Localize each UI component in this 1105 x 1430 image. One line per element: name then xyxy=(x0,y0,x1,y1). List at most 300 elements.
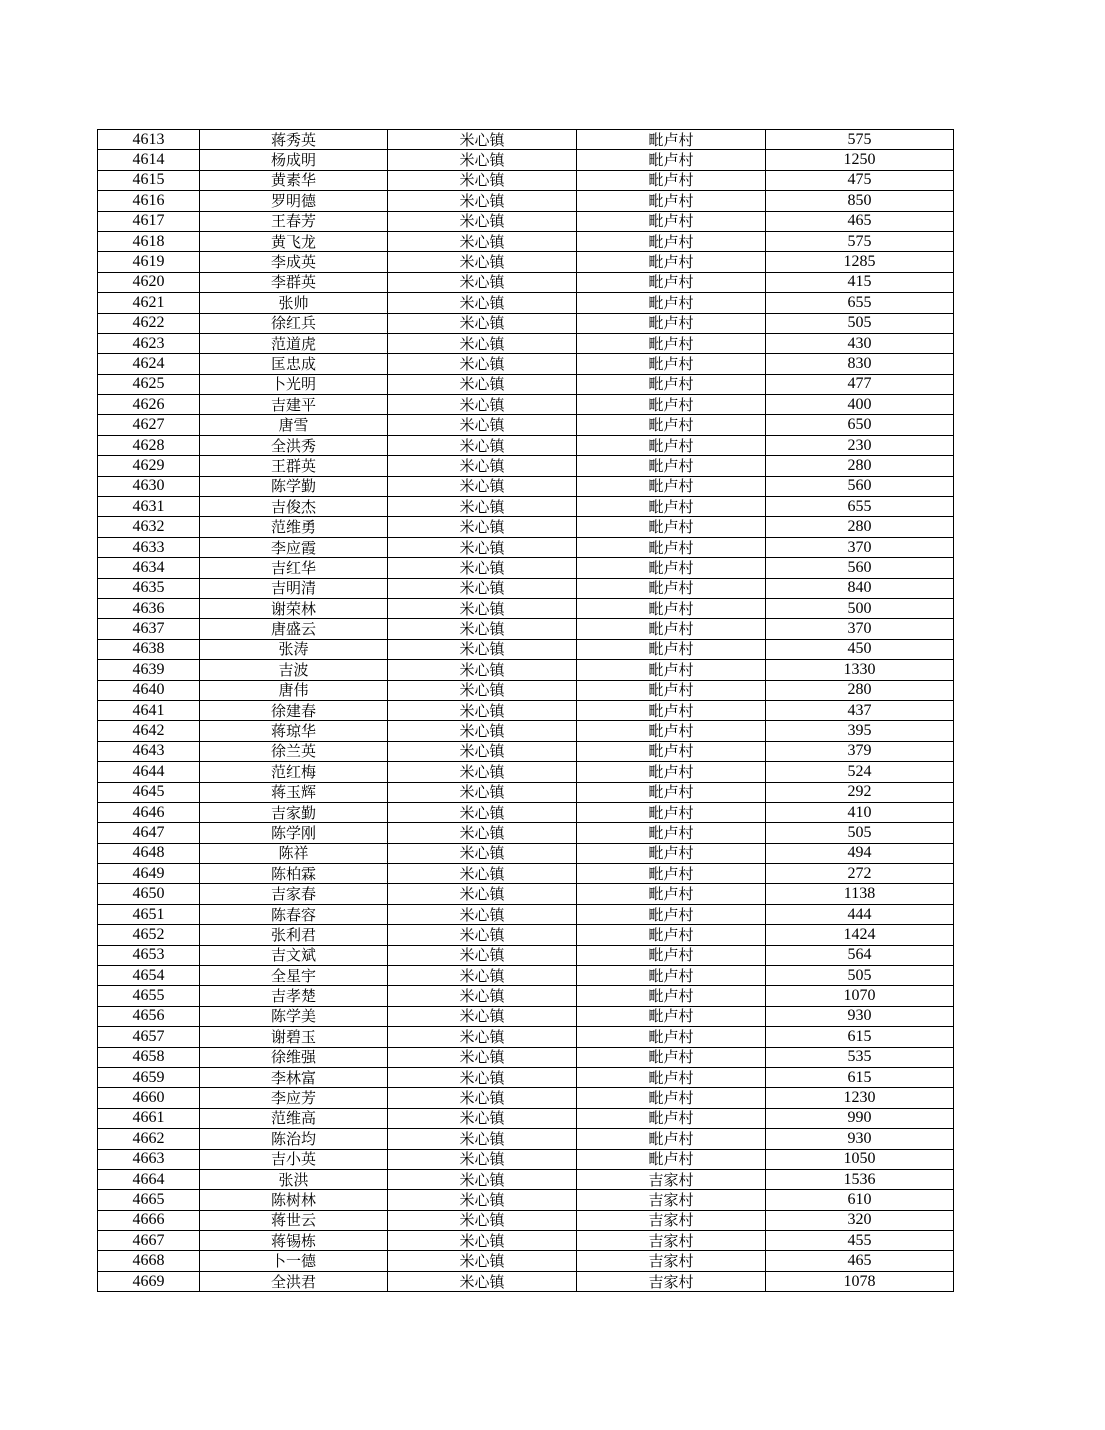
cell-village: 毗卢村 xyxy=(577,823,766,843)
table-row xyxy=(98,1129,954,1149)
cell-id: 4628 xyxy=(98,435,200,455)
cell-id: 4632 xyxy=(98,517,200,537)
cell-id: 4630 xyxy=(98,476,200,496)
table-row xyxy=(98,700,954,720)
cell-id: 4617 xyxy=(98,211,200,231)
cell-name: 吉俊杰 xyxy=(200,497,388,517)
table-row xyxy=(98,966,954,986)
table-row xyxy=(98,721,954,741)
cell-amount: 395 xyxy=(766,721,954,741)
cell-amount: 430 xyxy=(766,333,954,353)
cell-village: 毗卢村 xyxy=(577,374,766,394)
cell-id: 4627 xyxy=(98,415,200,435)
cell-id: 4649 xyxy=(98,864,200,884)
table-row xyxy=(98,945,954,965)
table-row xyxy=(98,456,954,476)
cell-town: 米心镇 xyxy=(388,884,577,904)
cell-id: 4640 xyxy=(98,680,200,700)
cell-amount: 840 xyxy=(766,578,954,598)
cell-amount: 505 xyxy=(766,966,954,986)
cell-amount: 1078 xyxy=(766,1271,954,1291)
cell-village: 毗卢村 xyxy=(577,476,766,496)
cell-village: 毗卢村 xyxy=(577,802,766,822)
cell-id: 4663 xyxy=(98,1149,200,1169)
cell-village: 毗卢村 xyxy=(577,1067,766,1087)
cell-id: 4659 xyxy=(98,1067,200,1087)
cell-village: 吉家村 xyxy=(577,1251,766,1271)
cell-id: 4639 xyxy=(98,660,200,680)
cell-village: 毗卢村 xyxy=(577,456,766,476)
cell-id: 4667 xyxy=(98,1231,200,1251)
cell-name: 陈柏霖 xyxy=(200,864,388,884)
cell-amount: 1285 xyxy=(766,252,954,272)
table-row xyxy=(98,211,954,231)
cell-village: 毗卢村 xyxy=(577,1108,766,1128)
cell-village: 毗卢村 xyxy=(577,211,766,231)
cell-town: 米心镇 xyxy=(388,843,577,863)
cell-id: 4636 xyxy=(98,598,200,618)
cell-amount: 830 xyxy=(766,354,954,374)
cell-id: 4635 xyxy=(98,578,200,598)
cell-amount: 655 xyxy=(766,293,954,313)
table-row xyxy=(98,864,954,884)
cell-town: 米心镇 xyxy=(388,1271,577,1291)
cell-id: 4622 xyxy=(98,313,200,333)
cell-name: 吉建平 xyxy=(200,395,388,415)
cell-village: 毗卢村 xyxy=(577,864,766,884)
cell-village: 吉家村 xyxy=(577,1169,766,1189)
cell-town: 米心镇 xyxy=(388,721,577,741)
cell-name: 陈祥 xyxy=(200,843,388,863)
cell-id: 4669 xyxy=(98,1271,200,1291)
cell-name: 范道虎 xyxy=(200,333,388,353)
table-row xyxy=(98,537,954,557)
table-row xyxy=(98,272,954,292)
cell-village: 毗卢村 xyxy=(577,170,766,190)
cell-village: 毗卢村 xyxy=(577,762,766,782)
cell-name: 李群英 xyxy=(200,272,388,292)
table-row xyxy=(98,680,954,700)
cell-name: 罗明德 xyxy=(200,191,388,211)
table-row xyxy=(98,823,954,843)
cell-town: 米心镇 xyxy=(388,435,577,455)
cell-amount: 415 xyxy=(766,272,954,292)
cell-amount: 850 xyxy=(766,191,954,211)
cell-village: 毗卢村 xyxy=(577,130,766,150)
cell-town: 米心镇 xyxy=(388,578,577,598)
table-row xyxy=(98,802,954,822)
table-row xyxy=(98,354,954,374)
cell-village: 毗卢村 xyxy=(577,945,766,965)
cell-town: 米心镇 xyxy=(388,945,577,965)
table-row xyxy=(98,925,954,945)
cell-id: 4658 xyxy=(98,1047,200,1067)
cell-town: 米心镇 xyxy=(388,823,577,843)
table-row xyxy=(98,598,954,618)
cell-amount: 410 xyxy=(766,802,954,822)
cell-village: 毗卢村 xyxy=(577,986,766,1006)
cell-town: 米心镇 xyxy=(388,354,577,374)
cell-name: 唐伟 xyxy=(200,680,388,700)
cell-name: 陈学刚 xyxy=(200,823,388,843)
cell-village: 毗卢村 xyxy=(577,150,766,170)
table-row xyxy=(98,293,954,313)
cell-name: 蒋秀英 xyxy=(200,130,388,150)
table-row xyxy=(98,884,954,904)
cell-village: 毗卢村 xyxy=(577,639,766,659)
cell-amount: 990 xyxy=(766,1108,954,1128)
table-row xyxy=(98,1271,954,1291)
cell-amount: 444 xyxy=(766,904,954,924)
cell-id: 4633 xyxy=(98,537,200,557)
cell-name: 黄素华 xyxy=(200,170,388,190)
cell-amount: 455 xyxy=(766,1231,954,1251)
cell-village: 毗卢村 xyxy=(577,558,766,578)
cell-town: 米心镇 xyxy=(388,456,577,476)
table-row xyxy=(98,333,954,353)
cell-id: 4645 xyxy=(98,782,200,802)
cell-town: 米心镇 xyxy=(388,925,577,945)
table-row xyxy=(98,762,954,782)
table-row xyxy=(98,1027,954,1047)
cell-village: 毗卢村 xyxy=(577,272,766,292)
table-row xyxy=(98,1169,954,1189)
cell-town: 米心镇 xyxy=(388,231,577,251)
cell-amount: 575 xyxy=(766,231,954,251)
cell-town: 米心镇 xyxy=(388,150,577,170)
cell-id: 4621 xyxy=(98,293,200,313)
cell-id: 4660 xyxy=(98,1088,200,1108)
cell-amount: 450 xyxy=(766,639,954,659)
cell-id: 4623 xyxy=(98,333,200,353)
cell-amount: 505 xyxy=(766,313,954,333)
table-row xyxy=(98,741,954,761)
cell-town: 米心镇 xyxy=(388,864,577,884)
cell-village: 毗卢村 xyxy=(577,333,766,353)
cell-id: 4654 xyxy=(98,966,200,986)
cell-town: 米心镇 xyxy=(388,1006,577,1026)
cell-village: 毗卢村 xyxy=(577,1129,766,1149)
cell-village: 毗卢村 xyxy=(577,598,766,618)
cell-village: 毗卢村 xyxy=(577,843,766,863)
cell-amount: 615 xyxy=(766,1027,954,1047)
cell-town: 米心镇 xyxy=(388,170,577,190)
cell-amount: 272 xyxy=(766,864,954,884)
table-row xyxy=(98,1210,954,1230)
cell-village: 毗卢村 xyxy=(577,904,766,924)
cell-name: 张利君 xyxy=(200,925,388,945)
cell-name: 蒋世云 xyxy=(200,1210,388,1230)
cell-id: 4662 xyxy=(98,1129,200,1149)
cell-town: 米心镇 xyxy=(388,1251,577,1271)
cell-village: 毗卢村 xyxy=(577,966,766,986)
cell-amount: 280 xyxy=(766,680,954,700)
cell-name: 李林富 xyxy=(200,1067,388,1087)
cell-name: 王春芳 xyxy=(200,211,388,231)
table-row xyxy=(98,517,954,537)
cell-amount: 560 xyxy=(766,476,954,496)
cell-amount: 230 xyxy=(766,435,954,455)
cell-village: 毗卢村 xyxy=(577,1027,766,1047)
cell-id: 4629 xyxy=(98,456,200,476)
table-row xyxy=(98,1108,954,1128)
table-row xyxy=(98,130,954,150)
cell-town: 米心镇 xyxy=(388,333,577,353)
table-row xyxy=(98,558,954,578)
cell-id: 4657 xyxy=(98,1027,200,1047)
cell-amount: 280 xyxy=(766,456,954,476)
cell-id: 4615 xyxy=(98,170,200,190)
table-row xyxy=(98,150,954,170)
cell-town: 米心镇 xyxy=(388,966,577,986)
cell-id: 4664 xyxy=(98,1169,200,1189)
cell-town: 米心镇 xyxy=(388,1088,577,1108)
cell-village: 毗卢村 xyxy=(577,884,766,904)
cell-id: 4652 xyxy=(98,925,200,945)
cell-name: 徐维强 xyxy=(200,1047,388,1067)
cell-name: 蒋琼华 xyxy=(200,721,388,741)
cell-id: 4642 xyxy=(98,721,200,741)
cell-name: 陈春容 xyxy=(200,904,388,924)
cell-amount: 1424 xyxy=(766,925,954,945)
cell-id: 4643 xyxy=(98,741,200,761)
table-row xyxy=(98,395,954,415)
data-table xyxy=(97,129,954,1292)
table-row xyxy=(98,170,954,190)
cell-name: 谢碧玉 xyxy=(200,1027,388,1047)
cell-amount: 650 xyxy=(766,415,954,435)
cell-amount: 292 xyxy=(766,782,954,802)
cell-town: 米心镇 xyxy=(388,130,577,150)
table-row xyxy=(98,497,954,517)
cell-village: 毗卢村 xyxy=(577,1149,766,1169)
cell-town: 米心镇 xyxy=(388,313,577,333)
cell-name: 唐盛云 xyxy=(200,619,388,639)
cell-name: 吉家春 xyxy=(200,884,388,904)
cell-village: 毗卢村 xyxy=(577,191,766,211)
cell-name: 唐雪 xyxy=(200,415,388,435)
cell-town: 米心镇 xyxy=(388,639,577,659)
cell-amount: 1230 xyxy=(766,1088,954,1108)
cell-town: 米心镇 xyxy=(388,700,577,720)
table-row xyxy=(98,904,954,924)
cell-name: 陈学美 xyxy=(200,1006,388,1026)
cell-id: 4646 xyxy=(98,802,200,822)
cell-name: 陈树林 xyxy=(200,1190,388,1210)
cell-town: 米心镇 xyxy=(388,252,577,272)
table-row xyxy=(98,843,954,863)
cell-id: 4638 xyxy=(98,639,200,659)
cell-id: 4656 xyxy=(98,1006,200,1026)
cell-town: 米心镇 xyxy=(388,1190,577,1210)
table-row xyxy=(98,1149,954,1169)
table-row xyxy=(98,639,954,659)
cell-name: 吉明清 xyxy=(200,578,388,598)
cell-id: 4661 xyxy=(98,1108,200,1128)
cell-name: 吉家勤 xyxy=(200,802,388,822)
cell-town: 米心镇 xyxy=(388,782,577,802)
cell-village: 毗卢村 xyxy=(577,619,766,639)
cell-name: 吉红华 xyxy=(200,558,388,578)
cell-town: 米心镇 xyxy=(388,497,577,517)
cell-name: 吉波 xyxy=(200,660,388,680)
cell-town: 米心镇 xyxy=(388,598,577,618)
cell-village: 毗卢村 xyxy=(577,700,766,720)
cell-town: 米心镇 xyxy=(388,1210,577,1230)
cell-id: 4631 xyxy=(98,497,200,517)
cell-amount: 1070 xyxy=(766,986,954,1006)
table-row xyxy=(98,1251,954,1271)
cell-town: 米心镇 xyxy=(388,986,577,1006)
cell-name: 卜一德 xyxy=(200,1251,388,1271)
cell-town: 米心镇 xyxy=(388,517,577,537)
cell-village: 吉家村 xyxy=(577,1190,766,1210)
cell-name: 吉小英 xyxy=(200,1149,388,1169)
cell-name: 吉文斌 xyxy=(200,945,388,965)
cell-id: 4641 xyxy=(98,700,200,720)
cell-amount: 477 xyxy=(766,374,954,394)
cell-village: 毗卢村 xyxy=(577,497,766,517)
cell-town: 米心镇 xyxy=(388,1129,577,1149)
cell-town: 米心镇 xyxy=(388,1231,577,1251)
cell-village: 毗卢村 xyxy=(577,925,766,945)
table-row xyxy=(98,231,954,251)
cell-village: 毗卢村 xyxy=(577,415,766,435)
cell-amount: 535 xyxy=(766,1047,954,1067)
cell-town: 米心镇 xyxy=(388,1067,577,1087)
table-row xyxy=(98,1088,954,1108)
cell-amount: 610 xyxy=(766,1190,954,1210)
cell-town: 米心镇 xyxy=(388,1027,577,1047)
cell-name: 全星宇 xyxy=(200,966,388,986)
cell-amount: 280 xyxy=(766,517,954,537)
cell-name: 李应霞 xyxy=(200,537,388,557)
cell-name: 谢荣林 xyxy=(200,598,388,618)
cell-id: 4665 xyxy=(98,1190,200,1210)
cell-town: 米心镇 xyxy=(388,374,577,394)
cell-id: 4618 xyxy=(98,231,200,251)
cell-amount: 564 xyxy=(766,945,954,965)
cell-amount: 1250 xyxy=(766,150,954,170)
cell-village: 毗卢村 xyxy=(577,517,766,537)
cell-name: 范维高 xyxy=(200,1108,388,1128)
cell-village: 毗卢村 xyxy=(577,313,766,333)
cell-id: 4644 xyxy=(98,762,200,782)
cell-name: 蒋玉辉 xyxy=(200,782,388,802)
cell-village: 毗卢村 xyxy=(577,537,766,557)
cell-town: 米心镇 xyxy=(388,904,577,924)
cell-name: 全洪秀 xyxy=(200,435,388,455)
cell-name: 匡忠成 xyxy=(200,354,388,374)
cell-name: 张帅 xyxy=(200,293,388,313)
cell-amount: 930 xyxy=(766,1129,954,1149)
cell-town: 米心镇 xyxy=(388,537,577,557)
cell-town: 米心镇 xyxy=(388,211,577,231)
table-row xyxy=(98,1231,954,1251)
cell-town: 米心镇 xyxy=(388,293,577,313)
cell-town: 米心镇 xyxy=(388,619,577,639)
cell-town: 米心镇 xyxy=(388,1149,577,1169)
table-row xyxy=(98,1006,954,1026)
cell-town: 米心镇 xyxy=(388,558,577,578)
cell-village: 毗卢村 xyxy=(577,1047,766,1067)
cell-village: 毗卢村 xyxy=(577,435,766,455)
table-row xyxy=(98,782,954,802)
cell-village: 毗卢村 xyxy=(577,1088,766,1108)
cell-town: 米心镇 xyxy=(388,680,577,700)
cell-name: 全洪君 xyxy=(200,1271,388,1291)
cell-amount: 1330 xyxy=(766,660,954,680)
cell-town: 米心镇 xyxy=(388,741,577,761)
cell-id: 4637 xyxy=(98,619,200,639)
cell-village: 毗卢村 xyxy=(577,680,766,700)
cell-id: 4616 xyxy=(98,191,200,211)
cell-amount: 615 xyxy=(766,1067,954,1087)
cell-village: 吉家村 xyxy=(577,1271,766,1291)
cell-name: 杨成明 xyxy=(200,150,388,170)
cell-village: 毗卢村 xyxy=(577,782,766,802)
cell-amount: 370 xyxy=(766,619,954,639)
cell-amount: 370 xyxy=(766,537,954,557)
cell-id: 4626 xyxy=(98,395,200,415)
cell-amount: 1138 xyxy=(766,884,954,904)
table-body xyxy=(98,130,954,1292)
cell-name: 张洪 xyxy=(200,1169,388,1189)
cell-town: 米心镇 xyxy=(388,762,577,782)
cell-name: 卜光明 xyxy=(200,374,388,394)
cell-town: 米心镇 xyxy=(388,660,577,680)
cell-village: 毗卢村 xyxy=(577,660,766,680)
cell-village: 毗卢村 xyxy=(577,293,766,313)
cell-village: 毗卢村 xyxy=(577,395,766,415)
cell-amount: 1050 xyxy=(766,1149,954,1169)
cell-town: 米心镇 xyxy=(388,802,577,822)
cell-amount: 575 xyxy=(766,130,954,150)
cell-name: 范红梅 xyxy=(200,762,388,782)
table-row xyxy=(98,619,954,639)
cell-village: 吉家村 xyxy=(577,1210,766,1230)
table-row xyxy=(98,1190,954,1210)
cell-town: 米心镇 xyxy=(388,1108,577,1128)
cell-amount: 475 xyxy=(766,170,954,190)
table-row xyxy=(98,476,954,496)
cell-village: 毗卢村 xyxy=(577,721,766,741)
cell-id: 4624 xyxy=(98,354,200,374)
cell-id: 4613 xyxy=(98,130,200,150)
cell-name: 黄飞龙 xyxy=(200,231,388,251)
cell-id: 4668 xyxy=(98,1251,200,1271)
cell-id: 4666 xyxy=(98,1210,200,1230)
cell-name: 张涛 xyxy=(200,639,388,659)
cell-name: 陈学勤 xyxy=(200,476,388,496)
cell-id: 4651 xyxy=(98,904,200,924)
cell-village: 毗卢村 xyxy=(577,354,766,374)
cell-name: 李成英 xyxy=(200,252,388,272)
cell-name: 徐建春 xyxy=(200,700,388,720)
table-row xyxy=(98,313,954,333)
cell-village: 毗卢村 xyxy=(577,578,766,598)
cell-amount: 379 xyxy=(766,741,954,761)
cell-town: 米心镇 xyxy=(388,415,577,435)
cell-name: 徐兰英 xyxy=(200,741,388,761)
cell-town: 米心镇 xyxy=(388,476,577,496)
cell-id: 4634 xyxy=(98,558,200,578)
cell-amount: 505 xyxy=(766,823,954,843)
cell-amount: 930 xyxy=(766,1006,954,1026)
cell-village: 吉家村 xyxy=(577,1231,766,1251)
table-row xyxy=(98,252,954,272)
cell-id: 4614 xyxy=(98,150,200,170)
